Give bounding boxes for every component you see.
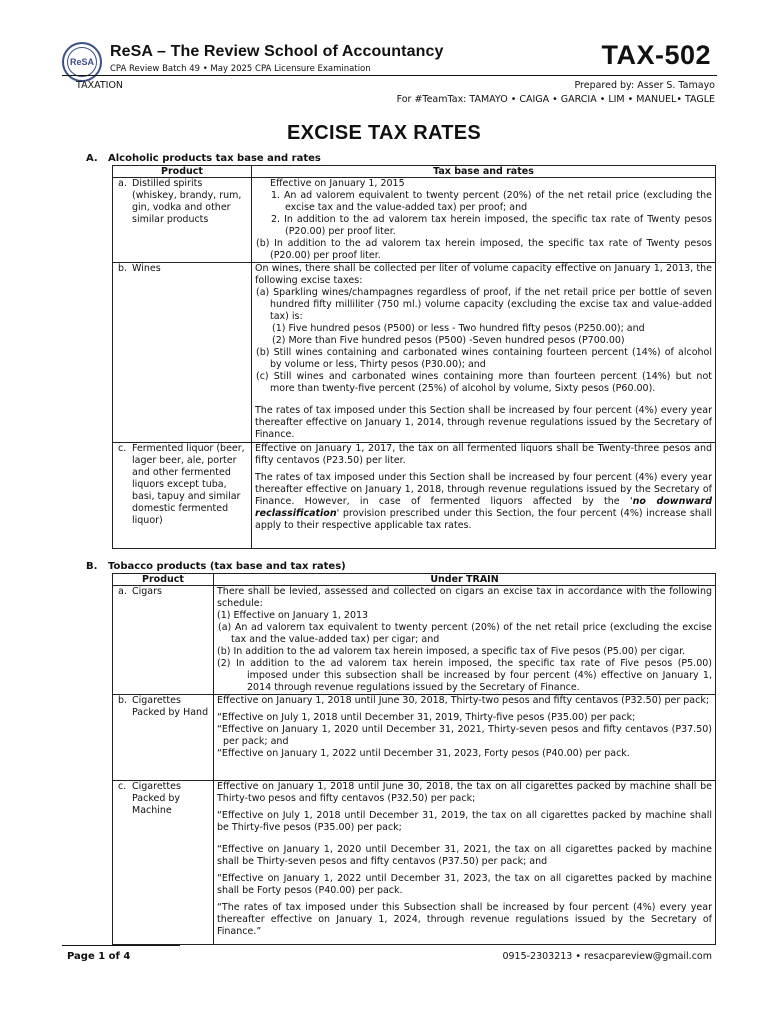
subject-label: TAXATION	[76, 80, 124, 91]
rate-line: Effective on January 1, 2018 until June 30, 2018, Thirty-two pesos and fifty centavos (P32.50) per pack;	[217, 695, 710, 706]
rate-line: “Effective on January 1, 2022 until December 31, 2023, Forty pesos (P40.00) per pack.	[217, 748, 630, 759]
page-number: Page 1 of 4	[67, 951, 131, 962]
rate-line: (1) Effective on January 1, 2013	[217, 610, 369, 621]
table-row	[113, 178, 716, 263]
contact-info: 0915-2303213 • resacpareview@gmail.com	[502, 951, 712, 962]
rate-line: (b) Still wines containing and carbonated wines containing fourteen percent (14%) of alcohol by volume or less, Thirty pesos (P30.00); and	[256, 347, 712, 370]
row-label: a.	[118, 178, 127, 189]
rate-line: 1. An ad valorem equivalent to twenty percent (20%) of the net retail price (excluding the excise tax and the value-added tax) per proof; and	[271, 190, 712, 213]
table-row	[113, 695, 716, 781]
rates-cell	[252, 443, 716, 549]
rate-line: (a) An ad valorem tax equivalent to twenty percent (20%) of the net retail price (excluding the excise tax and the value-added tax) per cigar; and	[218, 622, 712, 645]
footer-divider	[62, 945, 180, 946]
product-name: Cigars	[132, 586, 162, 597]
rate-line: The rates of tax imposed under this Section shall be increased by four percent (4%) every year thereafter effective on January 1, 2014, through revenue regulations issued by the Secretary of Finance.	[255, 405, 712, 440]
logo-text: ReSA	[67, 47, 97, 77]
row-label: b.	[118, 695, 128, 706]
rate-text: The rates of tax imposed under this Section shall be increased by four percent (4%) every year thereafter effective on January 1, 2018, through revenue regulations issued by the Secretary of Finance. However, in case of fermented liquors affected by the '	[255, 472, 712, 507]
col-product-header: Product	[113, 574, 214, 586]
table-header-row	[113, 166, 716, 178]
rate-line: 2. In addition to the ad valorem tax herein imposed, the specific tax rate of Twenty pesos (P20.00) per proof liter.	[271, 214, 712, 237]
product-name: Cigarettes Packed by Machine	[132, 781, 181, 816]
section-letter: B.	[86, 561, 98, 572]
rate-line: (2) More than Five hundred pesos (P500) -Seven hundred pesos (P700.00)	[272, 335, 625, 346]
row-label: c.	[118, 443, 127, 454]
header-divider	[62, 75, 717, 76]
rate-line: “The rates of tax imposed under this Subsection shall be increased by four percent (4%) every year thereafter effective on January 1, 2024, through revenue regulations issued by the Secretary of Finance.”	[217, 902, 712, 937]
table-header-row	[113, 574, 716, 586]
row-label: c.	[118, 781, 127, 792]
rates-cell	[252, 263, 716, 443]
product-cell	[113, 781, 214, 945]
emphasis-text: no downward reclassification	[255, 496, 712, 519]
section-heading-text: Alcoholic products tax base and rates	[108, 153, 321, 164]
product-cell	[113, 263, 252, 443]
row-label: b.	[118, 263, 128, 274]
resa-logo-icon	[62, 42, 102, 82]
product-cell	[113, 695, 214, 781]
rate-line: Effective on January 1, 2018 until June 30, 2018, the tax on all cigarettes packed by machine shall be Thirty-two pesos and fifty centavos (P32.50) per pack;	[217, 781, 712, 804]
product-name: Fermented liquor (beer, lager beer, ale, porter and other fermented liquors except tuba, basi, tapuy and similar domestic fermented liquor)	[132, 443, 245, 526]
table-row	[113, 263, 716, 443]
rate-line: Effective on January 1, 2017, the tax on all fermented liquors shall be Twenty-three pesos and fifty centavos (P23.50) per liter.	[255, 443, 712, 466]
rate-line: “Effective on July 1, 2018 until December 31, 2019, Thirty-five pesos (P35.00) per pack;	[217, 712, 636, 723]
alcohol-table	[112, 165, 716, 549]
rate-line: “Effective on January 1, 2020 until December 31, 2021, the tax on all cigarettes packed by machine shall be Thirty-seven pesos and fifty centavos (P37.50) per pack; and	[217, 844, 712, 867]
school-name: ReSA – The Review School of Accountancy	[110, 43, 444, 60]
rate-line: (b) In addition to the ad valorem tax herein imposed, a specific tax of Five pesos (P5.00) per cigar.	[217, 646, 686, 657]
rate-line: Effective on January 1, 2015	[270, 178, 405, 189]
rate-line: There shall be levied, assessed and collected on cigars an excise tax in accordance with the following schedule:	[217, 586, 712, 609]
course-code: TAX-502	[601, 40, 711, 70]
rates-cell	[214, 586, 716, 695]
rate-line: “Effective on January 1, 2020 until December 31, 2021, Thirty-seven pesos and fifty centavos (P37.50) per pack; and	[217, 724, 712, 747]
rate-line: (b) In addition to the ad valorem tax herein imposed, the specific tax rate of Twenty pesos (P20.00) per proof liter.	[256, 238, 712, 261]
section-letter: A.	[86, 153, 98, 164]
table-row	[113, 781, 716, 945]
product-name: Distilled spirits (whiskey, brandy, rum, gin, vodka and other similar products	[132, 178, 242, 225]
rate-line: (c) Still wines and carbonated wines containing more than fourteen percent (14%) but not more than twenty-five percent (25%) of alcohol by volume, Sixty pesos (P60.00).	[256, 371, 712, 394]
prepared-by: Prepared by: Asser S. Tamayo	[574, 80, 715, 91]
document-header	[62, 40, 717, 106]
rate-line: (2) In addition to the ad valorem tax herein imposed, the specific tax rate of Five pesos (P5.00) imposed under this subsection shall be increased by four percent (4%) effective on January 1, 2014 through revenue regulations issued by the Secretary of Finance.	[217, 658, 712, 693]
product-name: Wines	[132, 263, 161, 274]
col-rates-header: Tax base and rates	[252, 166, 716, 178]
rate-line: (1) Five hundred pesos (P500) or less - Two hundred fifty pesos (P250.00); and	[272, 323, 645, 334]
product-name: Cigarettes Packed by Hand	[132, 695, 209, 718]
rate-line: “Effective on January 1, 2022 until December 31, 2023, the tax on all cigarettes packed by machine shall be Forty pesos (P40.00) per pack.	[217, 873, 712, 896]
rates-cell	[214, 781, 716, 945]
rate-line: “Effective on July 1, 2018 until December 31, 2019, the tax on all cigarettes packed by machine shall be Thirty-five pesos (P35.00) per pack;	[217, 810, 712, 833]
col-rates-header: Under TRAIN	[214, 574, 716, 586]
product-cell	[113, 586, 214, 695]
product-cell	[113, 443, 252, 549]
page-title: EXCISE TAX RATES	[286, 122, 482, 144]
section-heading-text: Tobacco products (tax base and tax rates)	[108, 561, 346, 572]
rates-cell	[214, 695, 716, 781]
table-row	[113, 586, 716, 695]
section-a-heading	[86, 153, 321, 164]
rate-line	[255, 472, 712, 532]
team-line: For #TeamTax: TAMAYO • CAIGA • GARCIA • LIM • MANUEL• TAGLE	[396, 94, 715, 105]
row-label: a.	[118, 586, 127, 597]
rate-line: On wines, there shall be collected per liter of volume capacity effective on January 1, 2013, the following excise taxes:	[255, 263, 712, 286]
product-cell	[113, 178, 252, 263]
table-row	[113, 443, 716, 549]
section-b-heading	[86, 561, 346, 572]
tobacco-table	[112, 573, 716, 945]
batch-line: CPA Review Batch 49 • May 2025 CPA Licensure Examination	[110, 64, 371, 74]
col-product-header: Product	[113, 166, 252, 178]
rate-text: ' provision prescribed under this Section, the four percent (4%) increase shall apply to their respective applicable tax rates.	[255, 508, 712, 531]
rates-cell	[252, 178, 716, 263]
rate-line: (a) Sparkling wines/champagnes regardless of proof, if the net retail price per bottle of seven hundred fifty milliliter (750 ml.) volume capacity (excluding the excise tax and value-added tax) is:	[256, 287, 712, 322]
